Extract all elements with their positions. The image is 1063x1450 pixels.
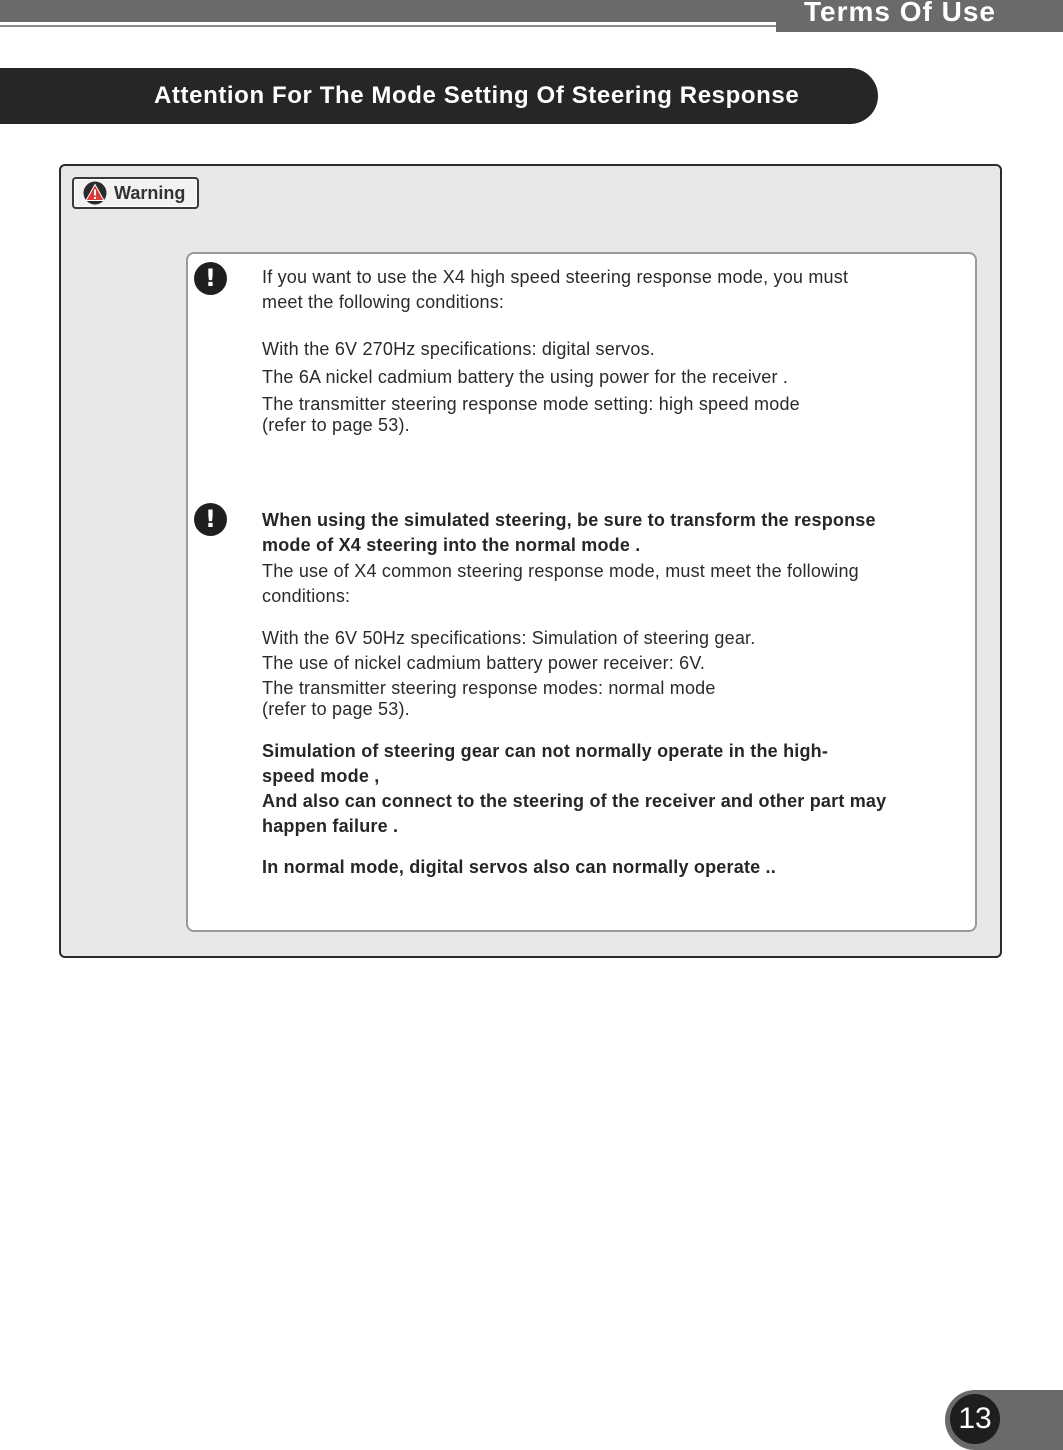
block1-condition-3-line1: The transmitter steering response mode setting: high speed mode <box>262 394 800 414</box>
block2-heading-line1: When using the simulated steering, be sure to transform the response <box>262 510 876 530</box>
block1-condition-3-line2: (refer to page 53). <box>262 415 410 435</box>
section-title-bar <box>0 68 878 124</box>
warning-triangle-icon <box>82 181 108 205</box>
block2-condition-2: The use of nickel cadmium battery power receiver: 6V. <box>262 653 706 673</box>
exclamation-icon: ! <box>194 262 227 295</box>
warning-badge <box>72 177 199 209</box>
page-number: 13 <box>950 1394 1000 1444</box>
block2-note2-line1: And also can connect to the steering of the receiver and other part may <box>262 791 887 811</box>
section-title: Attention For The Mode Setting Of Steering Response <box>154 82 800 109</box>
block2-condition-3-line2: (refer to page 53). <box>262 699 410 719</box>
warning-label: Warning <box>114 183 186 203</box>
block2-note1-line1: Simulation of steering gear can not normally operate in the high- <box>262 741 829 761</box>
header-tab-title: Terms Of Use <box>804 0 996 27</box>
block1-condition-2: The 6A nickel cadmium battery the using power for the receiver . <box>262 367 789 387</box>
block2-note1-line2: speed mode , <box>262 766 380 786</box>
block1-intro-line2: meet the following conditions: <box>262 292 505 312</box>
exclamation-icon: ! <box>194 503 227 536</box>
block2-heading-line2: mode of X4 steering into the normal mode . <box>262 535 641 555</box>
block1-condition-1: With the 6V 270Hz specifications: digital servos. <box>262 339 655 359</box>
block2-intro-line2: conditions: <box>262 586 351 606</box>
top-header <box>0 0 1063 32</box>
block2-condition-3-line1: The transmitter steering response modes: normal mode <box>262 678 716 698</box>
block2-intro-line1: The use of X4 common steering response mode, must meet the following <box>262 561 859 581</box>
header-divider <box>0 25 776 27</box>
block2-condition-1: With the 6V 50Hz specifications: Simulation of steering gear. <box>262 628 756 648</box>
block2-note3: In normal mode, digital servos also can normally operate .. <box>262 857 776 877</box>
block1-intro-line1: If you want to use the X4 high speed steering response mode, you must <box>262 267 849 287</box>
block2-note2-line2: happen failure . <box>262 816 399 836</box>
